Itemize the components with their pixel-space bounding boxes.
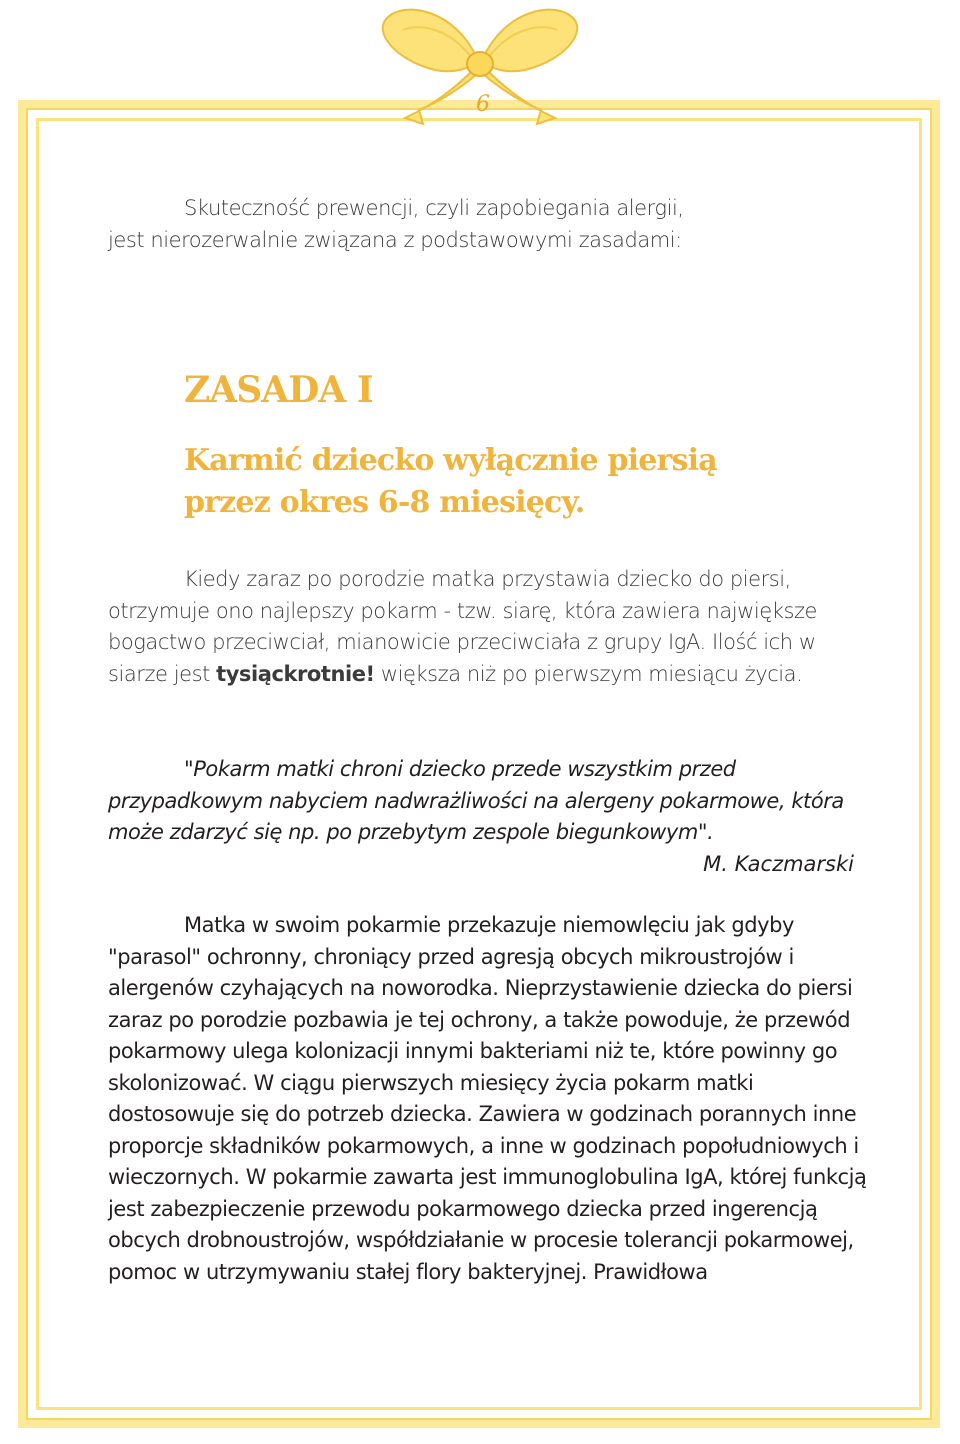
- quote-text: "Pokarm matki chroni dziecko przede wszystkim przed przypadkowym nabyciem nadwrażliwości na alergeny pokarmowe, która może zdarzyć się np. po przebytym zespole biegunkowym".: [108, 757, 844, 844]
- page-content: [108, 193, 868, 1288]
- colostrum-text-after: większa niż po pierwszym miesiącu życia.: [374, 661, 803, 686]
- body-paragraph: Matka w swoim pokarmie przekazuje niemowlęciu jak gdyby "parasol" ochronny, chroniący przed agresją obcych mikroustrojów i alergenów czyhających na noworodka. Nieprzystawienie dziecka do piersi zaraz po porodzie pozbawia je tej ochrony, a także powoduje, że przewód pokarmowy ulega kolonizacji innymi bakteriami niż te, które powinny go skolonizować. W ciągu pierwszych miesięcy życia pokarm matki dostosowuje się do potrzeb dziecka. Zawiera w godzinach porannych inne proporcje składników pokarmowych, a inne w godzinach popołudniowych i wieczornych. W pokarmie zawarta jest immunoglobulina IgA, której funkcją jest zabezpieczenie przewodu pokarmowego dziecka przed ingerencją obcych drobnoustrojów, współdziałanie w procesie tolerancji pokarmowej, pomoc w utrzymywaniu stałej flory bakteryjnej. Prawidłowa: [108, 913, 867, 1284]
- colostrum-paragraph: [108, 564, 868, 690]
- rule-subtitle-line-2: przez okres 6-8 miesięcy.: [184, 485, 585, 520]
- rule-subtitle: [108, 440, 868, 524]
- intro-line-1: Skuteczność prewencji, czyli zapobiegania alergii,: [184, 196, 684, 220]
- rule-subtitle-line-1: Karmić dziecko wyłącznie piersią: [184, 443, 717, 478]
- intro-line-2: jest nierozerwalnie związana z podstawowymi zasadami:: [108, 227, 682, 252]
- colostrum-emphasis: tysiąckrotnie!: [216, 661, 375, 686]
- colostrum-text-before: Kiedy zaraz po porodzie matka przystawia dziecko do piersi, otrzymuje ono najlepszy pokarm - tzw. siarę, która zawiera największe bogactwo przeciwciał, mianowicie przeciwciała z grupy IgA. Ilość ich w siarze jest: [108, 567, 817, 686]
- intro-paragraph: [108, 193, 868, 256]
- page-number: 6: [476, 92, 490, 117]
- quote-author: M. Kaczmarski: [703, 851, 854, 876]
- rule-title: ZASADA I: [184, 369, 373, 411]
